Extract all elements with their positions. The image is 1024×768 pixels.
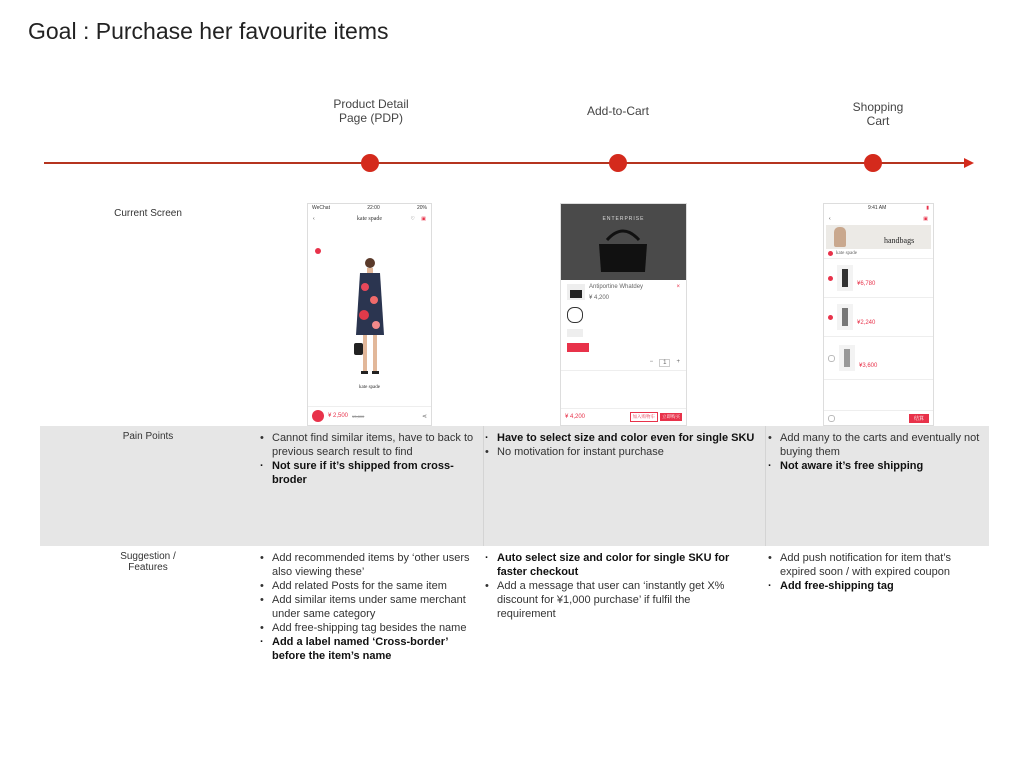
product-price: ¥ 2,500 xyxy=(328,413,349,419)
timeline-node-shopping-cart xyxy=(864,154,882,172)
cart-item-price: ¥6,780 xyxy=(857,281,876,287)
stage-label-add-to-cart-line1: Add-to-Cart xyxy=(586,104,650,118)
shopping-cart-screen-mockup xyxy=(823,203,934,426)
pdp-bottom-bar xyxy=(308,406,431,425)
pain-points-add-to-cart xyxy=(485,431,755,459)
pain-points-pdp xyxy=(260,431,482,487)
band-divider xyxy=(765,426,766,546)
sku-color-option[interactable] xyxy=(561,303,686,327)
row-label-pain-points: Pain Points xyxy=(122,431,174,442)
cart-icon[interactable]: ▣ xyxy=(421,216,426,222)
address-row[interactable] xyxy=(561,370,686,385)
stage-label-shopping-cart-line2: Cart xyxy=(866,114,890,128)
back-icon[interactable]: ‹ xyxy=(829,216,831,222)
handbag-image xyxy=(561,220,686,280)
store-name: kate spade xyxy=(836,251,857,256)
cart-item-price: ¥2,240 xyxy=(857,320,876,326)
pain-point-item: • Add many to the carts and eventually not buying them xyxy=(768,431,986,459)
pain-point-item: · Not sure if it’s shipped from cross-broder xyxy=(260,459,482,487)
banner-text: handbags xyxy=(884,236,915,245)
sku-price: ¥ 4,200 xyxy=(589,295,610,301)
cart-item-price: ¥3,600 xyxy=(859,363,878,369)
sku-size-options xyxy=(561,327,686,339)
cart-store-header xyxy=(824,249,933,259)
pdp-screen-mockup xyxy=(307,203,432,426)
add-to-cart-screen-mockup xyxy=(560,203,687,426)
suggestions-shopping-cart xyxy=(768,551,986,593)
journey-timeline xyxy=(0,0,1024,200)
cart-icon[interactable]: ▣ xyxy=(923,216,928,222)
buy-now-button[interactable]: 立即购买 xyxy=(662,414,680,419)
select-all-checkbox[interactable] xyxy=(828,415,835,422)
suggestion-item: • Add recommended items by ‘other users also viewing these’ xyxy=(260,551,474,579)
heart-icon[interactable]: ♡ xyxy=(410,216,415,222)
cart-bottom-bar xyxy=(824,410,933,425)
timeline-node-add-to-cart xyxy=(609,154,627,172)
close-icon[interactable]: × xyxy=(676,284,680,290)
store-checkbox[interactable] xyxy=(828,251,833,256)
pain-points-shopping-cart xyxy=(768,431,986,473)
sku-product-name: Antiportine Whatdey xyxy=(589,284,644,290)
row-label-suggestion-line1: Suggestion / xyxy=(120,551,176,562)
suggestions-add-to-cart xyxy=(485,551,751,621)
overlay-brand: ENTERPRISE xyxy=(602,216,645,222)
suggestion-item: • Add related Posts for the same item xyxy=(260,579,474,593)
nav-bar xyxy=(824,213,933,225)
stage-label-pdp-line1: Product Detail xyxy=(333,97,409,111)
cart-item[interactable] xyxy=(824,298,933,337)
sku-thumbnail xyxy=(567,284,585,300)
pain-point-item: • No motivation for instant purchase xyxy=(485,445,755,459)
row-label-suggestion-line2: Features xyxy=(128,562,168,573)
status-bar: 9:41 AM ▮ xyxy=(867,205,929,211)
dimmed-overlay xyxy=(561,204,686,280)
status-battery: 20% xyxy=(416,205,427,211)
row-label-suggestion xyxy=(88,551,208,573)
atc-bottom-bar xyxy=(561,408,686,425)
cart-item-list xyxy=(824,259,933,380)
quantity-stepper[interactable]: − 1 + xyxy=(649,359,680,366)
status-bar xyxy=(308,204,431,213)
band-divider xyxy=(483,426,484,546)
page-title: Goal : Purchase her favourite items xyxy=(28,18,389,44)
add-to-cart-button[interactable]: 加入购物车 xyxy=(630,412,659,422)
banner-model xyxy=(834,227,846,247)
nav-brand: kate spade xyxy=(356,216,383,222)
share-icon[interactable]: ⋖ xyxy=(421,413,427,420)
product-model-image xyxy=(308,225,431,385)
suggestions-pdp xyxy=(260,551,474,663)
suggestion-item: · Add a label named ‘Cross-border’ before the item’s name xyxy=(260,635,474,663)
status-time: 22:00 xyxy=(367,205,380,211)
brand-banner xyxy=(826,225,931,249)
row-label-current-screen: Current Screen xyxy=(114,208,182,219)
cart-item[interactable] xyxy=(824,259,933,298)
pain-point-item: • Cannot find similar items, have to back to previous search result to find xyxy=(260,431,482,459)
cart-button-icon[interactable] xyxy=(312,410,324,422)
suggestion-item: · Add free-shipping tag xyxy=(768,579,986,593)
stage-label-pdp-line2: Page (PDP) xyxy=(338,111,404,125)
sku-size-chip[interactable] xyxy=(567,329,583,337)
stage-label-shopping-cart-line1: Shopping xyxy=(852,100,904,114)
cart-item[interactable] xyxy=(824,337,933,380)
timeline-arrowhead xyxy=(964,158,974,168)
status-time: 9:41 AM xyxy=(867,205,887,211)
sku-header xyxy=(561,280,686,303)
sku-selected-chip[interactable] xyxy=(567,343,589,352)
suggestion-item: • Add similar items under same merchant under same category xyxy=(260,593,474,621)
nav-bar xyxy=(308,213,431,225)
status-carrier: WeChat xyxy=(312,205,330,211)
pain-point-item: · Have to select size and color even for single SKU xyxy=(485,431,755,445)
checkout-button[interactable]: 结算 xyxy=(909,414,929,423)
product-brand: kate spade xyxy=(359,385,380,390)
product-old-price: ¥3,800 xyxy=(352,413,365,419)
suggestion-item: • Add push notification for item that’s expired soon / with expired coupon xyxy=(768,551,986,579)
atc-total-price: ¥ 4,200 xyxy=(565,414,586,420)
back-icon[interactable]: ‹ xyxy=(313,216,315,222)
suggestion-item: • Add free-shipping tag besides the name xyxy=(260,621,474,635)
timeline-node-pdp xyxy=(361,154,379,172)
pain-point-item: · Not aware it’s free shipping xyxy=(768,459,986,473)
suggestion-item: • Add a message that user can ‘instantly get X% discount for ¥1,000 purchase’ if fulfil the requirement xyxy=(485,579,751,621)
suggestion-item: · Auto select size and color for single SKU for faster checkout xyxy=(485,551,751,579)
